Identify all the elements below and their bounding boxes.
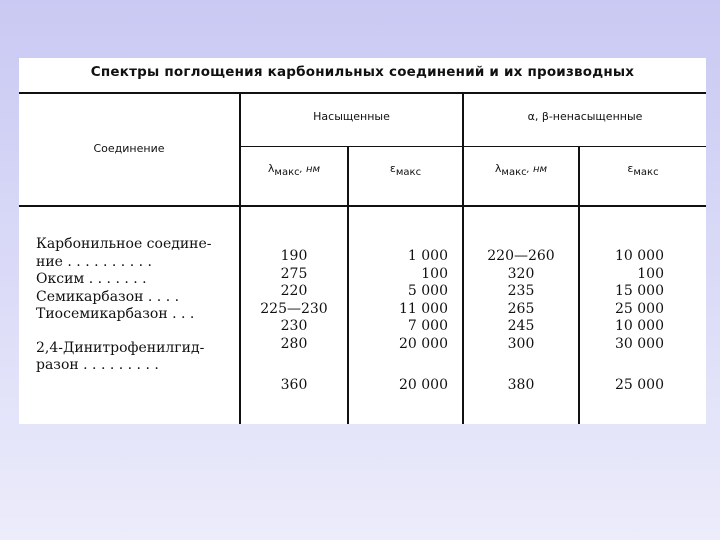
column-unsat-lambda — [464, 248, 578, 395]
header-sat-lambda: $\lambda_{макс}$, нм — [267, 162, 321, 179]
cell: 230 — [280, 318, 308, 334]
compound-line: Тиосемикарбазон . . . — [36, 306, 195, 322]
header-saturated: Насыщенные — [313, 110, 390, 123]
cell: 30 000 — [615, 335, 664, 352]
cell: 20 000 — [399, 377, 448, 393]
cell: 100 — [421, 265, 448, 282]
top-rule — [19, 92, 706, 94]
cell: 360 — [280, 377, 308, 393]
cell: 10 000 — [615, 248, 664, 264]
cell: 280 — [280, 335, 308, 352]
header-unsat-lambda: $\lambda_{макс}$, нм — [494, 162, 548, 179]
cell: 20 000 — [399, 335, 448, 352]
cell: 265 — [507, 300, 535, 317]
group-rule — [239, 146, 706, 147]
compound-line: Семикарбазон . . . . — [36, 288, 180, 305]
cell: 245 — [507, 318, 535, 334]
cell: 220 — [280, 283, 308, 299]
cell: 11 000 — [399, 300, 448, 317]
cell: 5 000 — [407, 283, 448, 299]
table-page — [19, 58, 706, 424]
cell: 275 — [280, 265, 308, 282]
cell: 300 — [507, 335, 535, 352]
header-compound: Соединение — [93, 142, 165, 155]
compound-line: разон . . . . . . . . . — [36, 357, 159, 373]
compound-list — [36, 236, 254, 375]
compound-line: Карбонильное соедине- — [36, 236, 212, 252]
compound-line: Оксим . . . . . . . — [36, 271, 147, 287]
compound-line: ние . . . . . . . . . . — [36, 253, 152, 270]
cell: 235 — [507, 283, 535, 299]
column-unsat-eps — [580, 248, 706, 395]
cell: 25 000 — [615, 300, 664, 317]
column-sat-eps — [349, 248, 462, 395]
cell: 10 000 — [615, 318, 664, 334]
header-unsaturated: α, β-ненасыщенные — [527, 110, 643, 123]
header-bottom-rule — [19, 205, 706, 207]
cell: 320 — [507, 265, 535, 282]
column-sat-lambda — [241, 248, 347, 395]
header-unsat-eps: $\varepsilon_{макс}$ — [627, 162, 659, 179]
cell: 225—230 — [260, 300, 328, 317]
cell: 1 000 — [407, 248, 448, 264]
cell: 190 — [280, 248, 308, 264]
cell: 7 000 — [407, 318, 448, 334]
cell: 25 000 — [615, 377, 664, 393]
cell: 100 — [637, 265, 664, 282]
header-sat-eps: $\varepsilon_{макс}$ — [389, 162, 422, 179]
table-title: Спектры поглощения карбонильных соединений и их производных — [90, 64, 635, 80]
cell: 15 000 — [615, 283, 664, 299]
compound-line — [36, 324, 254, 340]
compound-line: 2,4-Динитрофенилгид- — [36, 339, 205, 356]
cell: 220—260 — [487, 248, 555, 264]
cell: 380 — [507, 377, 535, 393]
